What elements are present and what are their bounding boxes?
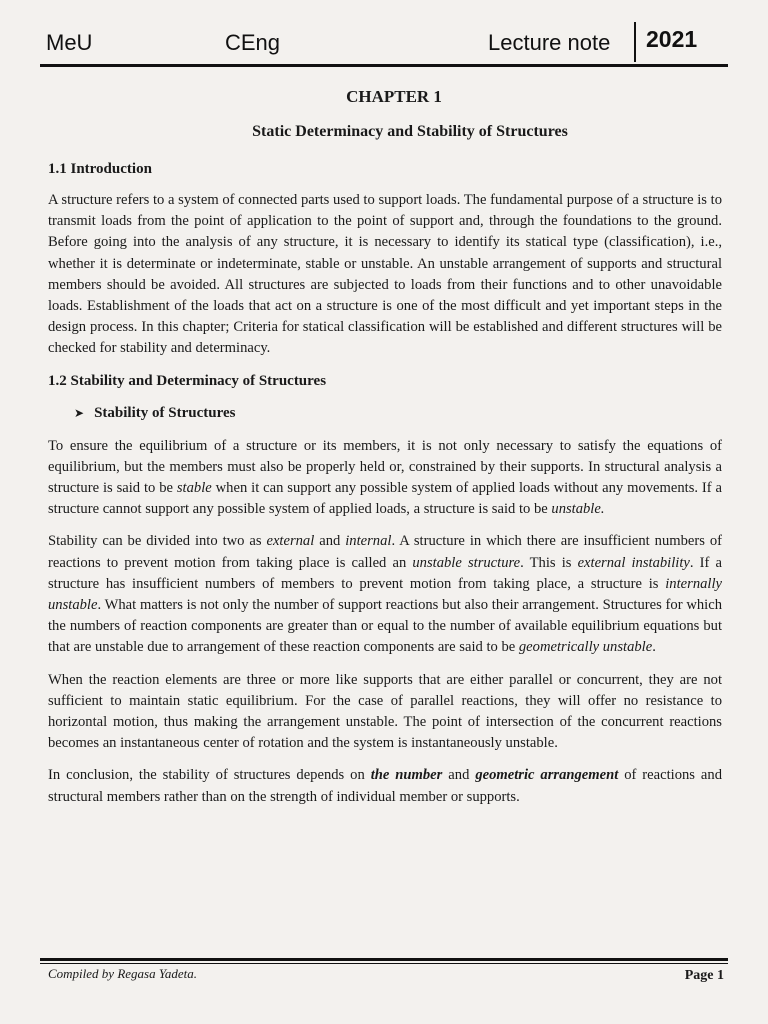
header-dept: CEng [225, 30, 281, 55]
emphasis: internally unstable [48, 575, 722, 614]
stability-paragraph-4 [48, 765, 722, 807]
bullet-label: Stability of Structures [94, 404, 236, 421]
text-run: . What matters is not only the number of support reactions but also their arrangement. Structures for which the numbers of reaction components are greater than or equal to the number of available equilibrium equations but that are unstable due to arrangement of these reaction components are said to be [48, 597, 722, 656]
header-rule [40, 64, 728, 67]
arrow-bullet-icon: ➤ [74, 405, 85, 420]
text-run: In conclusion, the stability of structures depends on [48, 767, 371, 784]
text-run: To ensure the equilibrium of a structure or its members, it is not only necessary to satisfy the equations of equilibrium, but the members must also be properly held or, constrained by their supports. In structural analysis a structure is said to be [48, 437, 722, 497]
section-heading-stability: 1.2 Stability and Determinacy of Structures [48, 372, 327, 389]
text-run: . If a structure has insufficient numbers of members to prevent motion from taking place, a structure is [48, 554, 722, 592]
text-run: Stability can be divided into two as [48, 533, 267, 550]
bullet-stability [74, 402, 722, 424]
emphasis: geometric arrangement [475, 767, 619, 784]
chapter-number: CHAPTER 1 [346, 87, 442, 106]
stability-paragraph-2 [48, 531, 722, 658]
chapter-title: Static Determinacy and Stability of Structures [252, 123, 568, 140]
header-year: 2021 [646, 26, 698, 52]
text-run: . A structure in which there are insufficient numbers of reactions to prevent motion from taking place is called an [48, 533, 722, 571]
emphasis: the number [370, 767, 443, 784]
stability-paragraph-1 [48, 436, 722, 521]
intro-paragraph: A structure refers to a system of connected parts used to support loads. The fundamental purpose of a structure is to transmit loads from the point of application to the point of support and, through the foundations to the ground. Before going into the analysis of any structure, it is necessary to identify its statical type (classification), i.e., whether it is determinate or indeterminate, stable or unstable. An unstable arrangement of supports and structural members should be avoided. All structures are subjected to loads from their functions and to other unavoidable loads. Establishment of the loads that act on a structure is one of the most difficult and yet important steps in the design process. In this chapter; Criteria for statical classification will be established and different structures will be checked for stability and determinacy. [48, 192, 722, 357]
page-content [48, 84, 722, 808]
text-run: and [442, 767, 476, 784]
header-org: MeU [46, 30, 93, 55]
stability-paragraph-3: When the reaction elements are three or more like supports that are either parallel or concurrent, they are not sufficient to maintain static equilibrium. For the case of parallel reactions, they will offer no resistance to horizontal motion, thus making the arrangement unstable. The point of intersection of the concurrent reactions becomes an instantaneous center of rotation and the system is instantaneously unstable. [48, 671, 722, 752]
text-run: . [652, 639, 656, 656]
page-header [40, 22, 728, 66]
footer-rule-thin [40, 963, 728, 964]
emphasis: internal [345, 533, 392, 550]
footer-page-number: Page 1 [684, 968, 724, 983]
section-heading-intro: 1.1 Introduction [48, 161, 152, 177]
text-run: when it can support any possible system of applied loads without any movements. If a structure cannot support any possible system of applied loads, a structure is said to be [48, 480, 722, 518]
text-run: and [314, 533, 346, 550]
footer-rule [40, 958, 728, 961]
header-separator [634, 22, 636, 62]
text-run: of reactions and structural members rather than on the strength of individual member or supports. [48, 767, 722, 805]
emphasis: unstable structure [412, 554, 521, 571]
emphasis: geometrically unstable [518, 639, 653, 656]
emphasis: unstable. [551, 501, 605, 518]
emphasis: external [266, 533, 315, 550]
emphasis: external instability [577, 554, 690, 571]
header-label: Lecture note [488, 30, 611, 55]
emphasis: stable [176, 480, 212, 497]
footer-compiled-by: Compiled by Regasa Yadeta. [48, 966, 198, 981]
page-footer [40, 958, 728, 998]
text-run: . This is [520, 554, 578, 571]
